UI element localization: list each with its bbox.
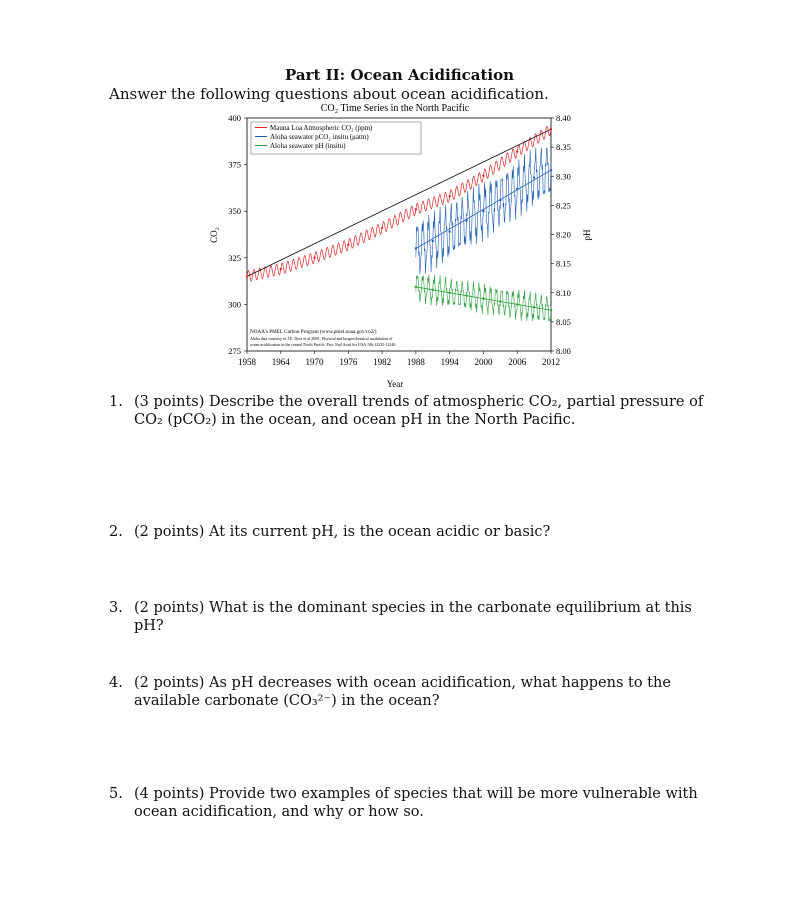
data-point (432, 289, 434, 291)
y-left-tick-label: 275 (228, 346, 241, 356)
data-point (448, 195, 450, 197)
annotation-line-2: Aloha data courtesy of J.E. Dore et al 2009., Physical and biogeochemical modulation of (250, 336, 393, 341)
y-axis-left-label: CO₂ (209, 227, 219, 243)
y-right-tick-label: 8.15 (556, 258, 571, 269)
trend-line (416, 170, 551, 248)
data-point (533, 306, 535, 308)
data-point (448, 231, 450, 233)
chart-svg (195, 100, 595, 390)
question-number: 1. (109, 394, 123, 410)
x-tick-label: 2006 (508, 357, 527, 367)
data-point (499, 199, 501, 201)
question-number: 4. (109, 675, 123, 691)
data-point (482, 210, 484, 212)
x-axis-label: Year (386, 379, 404, 389)
y-right-tick-label: 8.30 (556, 171, 571, 182)
data-point (550, 309, 552, 311)
data-point (465, 294, 467, 296)
question-text: (2 points) What is the dominant species in the carbonate equilibrium at this pH? (134, 600, 692, 634)
data-point (499, 300, 501, 302)
x-tick-label: 1988 (406, 357, 425, 367)
data-point (516, 188, 518, 190)
data-point (533, 176, 535, 178)
y-left-tick-label: 400 (228, 113, 241, 123)
data-point (381, 227, 383, 229)
y-axis-right-label: pH (582, 229, 592, 241)
data-point (415, 247, 417, 249)
question-text: (2 points) As pH decreases with ocean acidification, what happens to the available carbonate (CO₃²⁻) in the ocean? (134, 675, 671, 709)
question-number: 2. (109, 524, 123, 540)
data-point (482, 297, 484, 299)
series-2 (415, 148, 553, 275)
y-left-tick-label: 325 (228, 252, 241, 263)
data-point (347, 244, 349, 246)
y-right-tick-label: 8.10 (556, 287, 571, 298)
data-point (550, 128, 552, 130)
y-right-tick-label: 8.25 (556, 200, 571, 211)
question-text: (2 points) At its current pH, is the ocean acidic or basic? (134, 524, 551, 540)
chart-annotation (250, 328, 395, 347)
legend-label: Aloha seawater pCO₂ insitu (μatm) (270, 133, 369, 141)
question-number: 3. (109, 600, 123, 616)
data-point (448, 292, 450, 294)
intro-text: Answer the following questions about ocean acidification. (109, 85, 549, 103)
chart-legend (251, 122, 421, 154)
y-left-tick-label: 300 (228, 299, 241, 310)
x-tick-label: 1970 (305, 357, 324, 367)
y-right-tick-label: 8.35 (556, 142, 571, 153)
legend-label: Mauna Loa Atmospheric CO₂ (ppm) (270, 124, 373, 132)
co2-chart (195, 100, 595, 390)
data-point (482, 175, 484, 177)
y-right-tick-label: 8.20 (556, 229, 571, 240)
series-3 (415, 275, 553, 321)
chart-title: CO₂ Time Series in the North Pacific (320, 103, 470, 114)
legend-label: Aloha seawater pH (insitu) (270, 142, 346, 150)
data-point (246, 275, 248, 277)
y-left-tick-label: 375 (228, 159, 241, 170)
y-right-tick-label: 8.00 (556, 346, 571, 356)
data-point (415, 286, 417, 288)
y-right-tick-label: 8.05 (556, 316, 571, 327)
x-tick-label: 2000 (474, 357, 493, 367)
x-tick-label: 1976 (339, 357, 358, 367)
y-left-tick-label: 350 (228, 206, 241, 217)
data-point (550, 169, 552, 171)
x-tick-label: 1964 (271, 357, 290, 367)
data-point (432, 240, 434, 242)
x-tick-label: 2012 (542, 357, 560, 367)
y-right-tick-label: 8.40 (556, 113, 571, 123)
x-tick-label: 1958 (238, 357, 256, 367)
question-text: (4 points) Provide two examples of species that will be more vulnerable with ocean acidification, and why or how so. (134, 786, 698, 820)
x-tick-label: 1982 (373, 357, 392, 367)
page-title: Part II: Ocean Acidification (285, 66, 514, 84)
question-number: 5. (109, 786, 123, 802)
x-tick-label: 1994 (440, 357, 459, 367)
annotation-line-3: ocean acidification in the central North Pacific. Proc Natl Acad Sci USA 106:12235-12240 (250, 342, 396, 347)
data-point (516, 150, 518, 152)
data-point (280, 268, 282, 270)
data-point (516, 303, 518, 305)
data-point (465, 219, 467, 221)
data-point (313, 257, 315, 259)
data-point (415, 208, 417, 210)
annotation-line-1: NOAA's PMEL Carbon Program (www.pmel.noaa.gov/co2/) (250, 329, 377, 335)
question-text: (3 points) Describe the overall trends of atmospheric CO₂, partial pressure of CO₂ (pCO₂) in the ocean, and ocean pH in the North Pacific. (134, 394, 704, 428)
